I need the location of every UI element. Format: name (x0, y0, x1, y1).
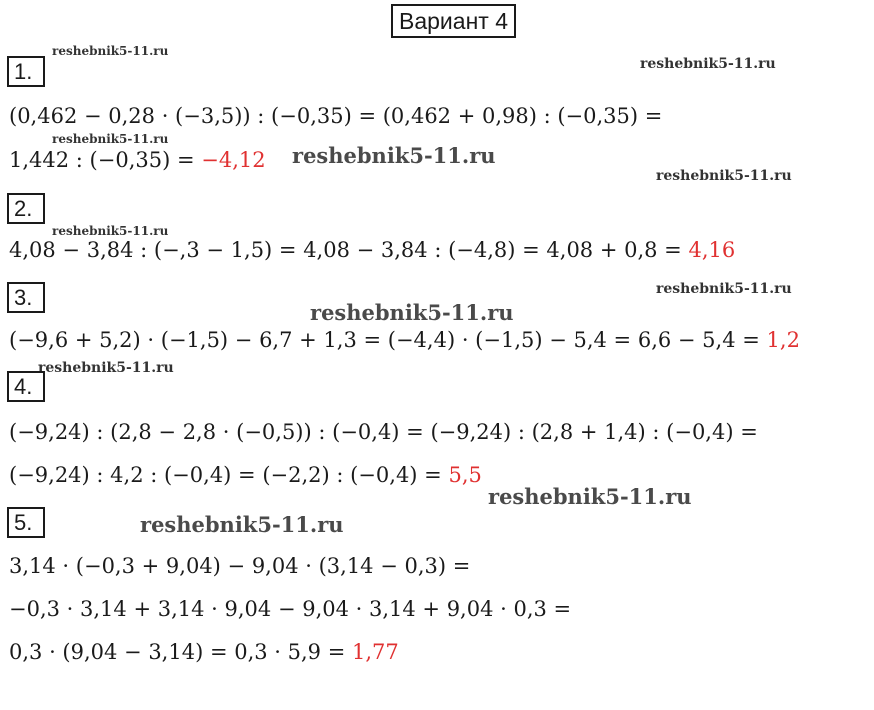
watermark: reshebnik5-11.ru (640, 56, 776, 72)
watermark: reshebnik5-11.ru (310, 300, 514, 325)
problem-number: 5. (7, 507, 45, 538)
problem-number: 3. (7, 282, 45, 313)
watermark: reshebnik5-11.ru (38, 360, 174, 376)
equation-line (9, 461, 482, 489)
expression: 0,3 · (9,04 − 3,14) = 0,3 · 5,9 = (9, 640, 352, 664)
variant-title: Вариант 4 (391, 4, 516, 38)
answer: 4,16 (688, 238, 736, 262)
answer: 1,2 (766, 328, 800, 352)
problem-number: 2. (7, 193, 45, 224)
expression: −0,3 · 3,14 + 3,14 · 9,04 − 9,04 · 3,14 + 9,04 · 0,3 = (9, 597, 572, 621)
watermark: reshebnik5-11.ru (656, 281, 792, 297)
answer: −4,12 (201, 148, 266, 172)
equation-line (9, 595, 571, 623)
expression: 3,14 · (−0,3 + 9,04) − 9,04 · (3,14 − 0,3) = (9, 554, 471, 578)
watermark: reshebnik5-11.ru (488, 484, 692, 509)
equation-line (9, 146, 266, 174)
expression: (0,462 − 0,28 · (−3,5)) : (−0,35) = (0,462 + 0,98) : (−0,35) = (9, 104, 663, 128)
equation-line (9, 326, 800, 354)
equation-line (9, 552, 470, 580)
watermark: reshebnik5-11.ru (292, 143, 496, 168)
equation-line (9, 638, 399, 666)
watermark: reshebnik5-11.ru (656, 168, 792, 184)
equation-line (9, 236, 735, 264)
watermark: reshebnik5-11.ru (52, 44, 169, 58)
expression: (−9,24) : (2,8 − 2,8 · (−0,5)) : (−0,4) = (−9,24) : (2,8 + 1,4) : (−0,4) = (9, 420, 758, 444)
problem-number: 1. (7, 56, 45, 87)
expression: 4,08 − 3,84 : (−,3 − 1,5) = 4,08 − 3,84 : (−4,8) = 4,08 + 0,8 = (9, 238, 689, 262)
problem-number: 4. (7, 371, 45, 402)
watermark: reshebnik5-11.ru (52, 132, 169, 146)
equation-line (9, 102, 662, 130)
answer: 1,77 (351, 640, 399, 664)
expression: (−9,24) : 4,2 : (−0,4) = (−2,2) : (−0,4) = (9, 463, 449, 487)
answer: 5,5 (448, 463, 482, 487)
watermark: reshebnik5-11.ru (52, 224, 169, 238)
expression: 1,442 : (−0,35) = (9, 148, 202, 172)
watermark: reshebnik5-11.ru (140, 512, 344, 537)
equation-line (9, 418, 758, 446)
expression: (−9,6 + 5,2) · (−1,5) − 6,7 + 1,3 = (−4,4) · (−1,5) − 5,4 = 6,6 − 5,4 = (9, 328, 767, 352)
